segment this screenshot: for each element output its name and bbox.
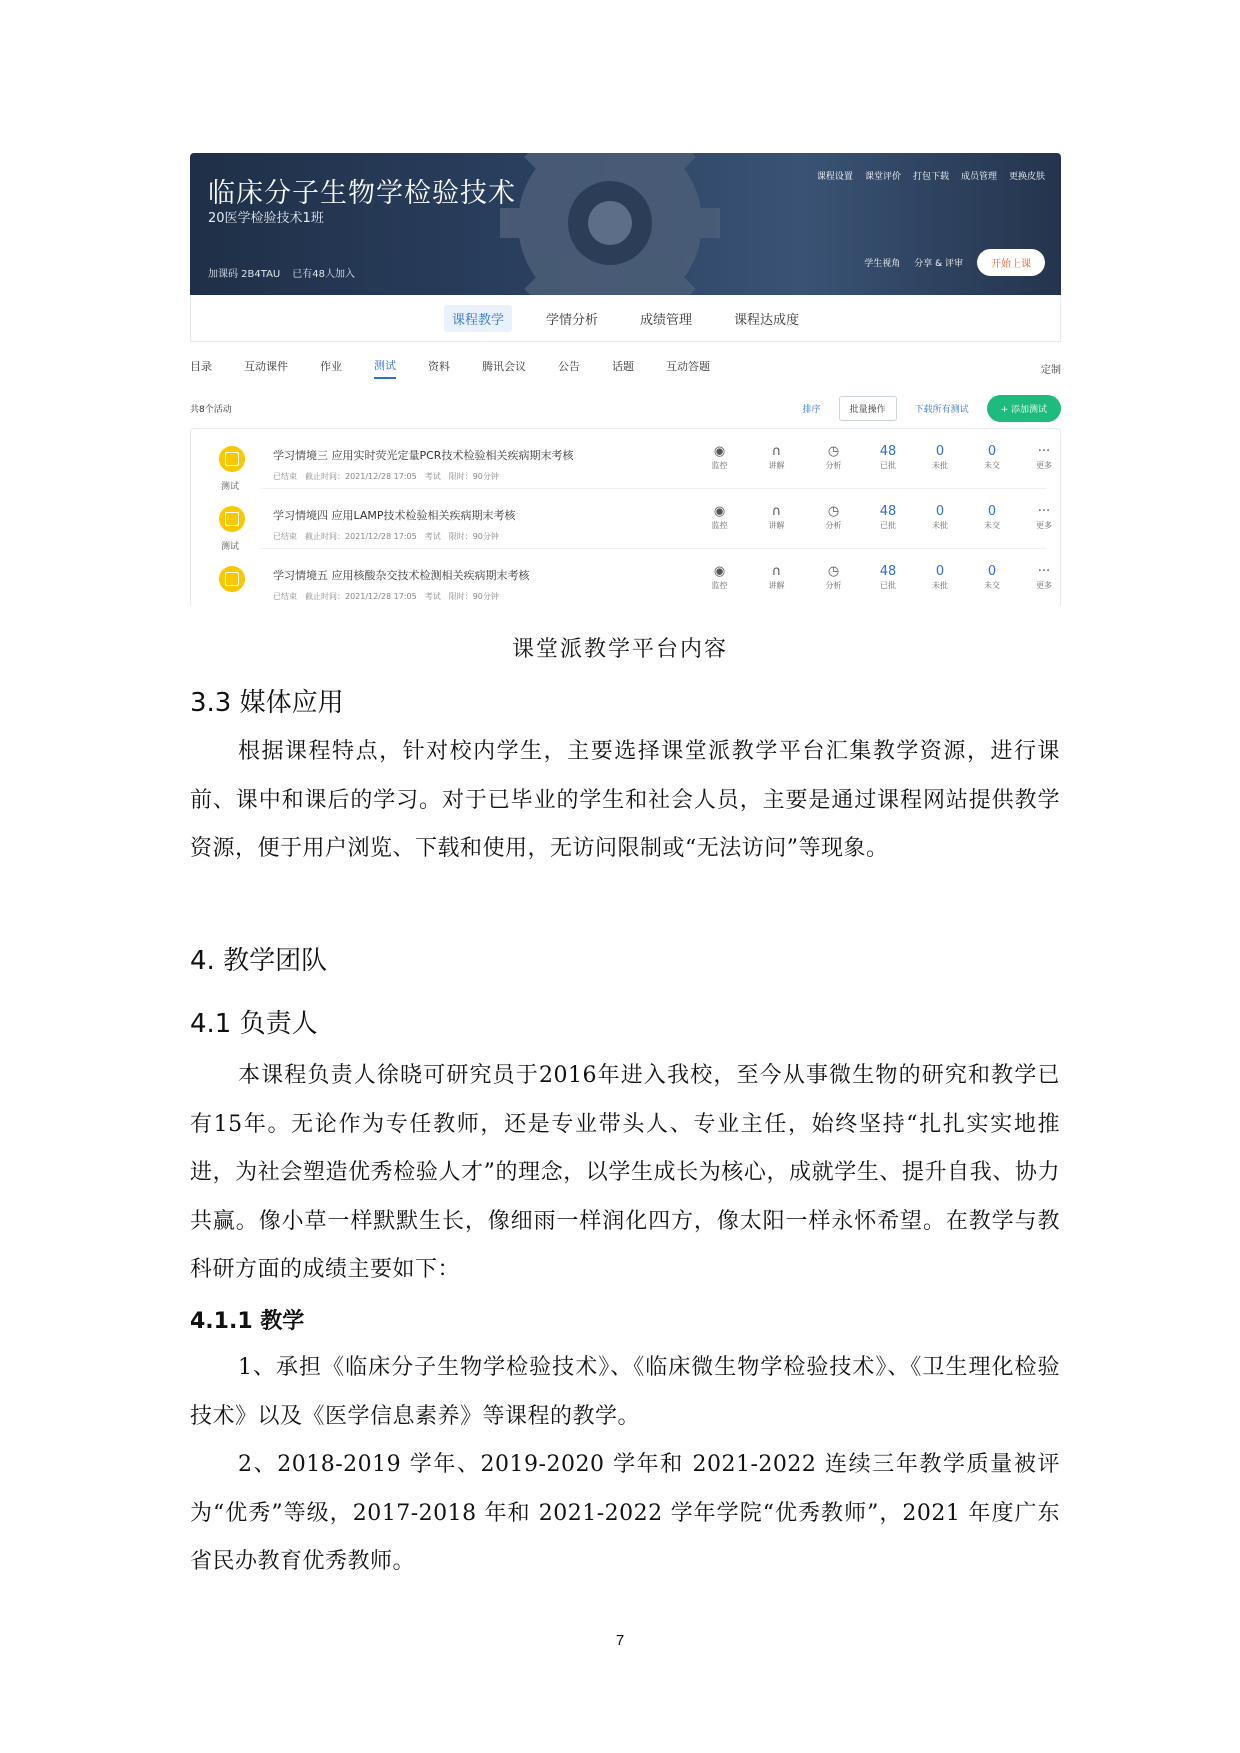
clock-icon: ◷ <box>827 504 840 519</box>
subtab-materials[interactable]: 资料 <box>428 360 450 373</box>
more-button[interactable]: ··· 更多 <box>1036 504 1052 530</box>
page-number: 7 <box>615 1632 625 1649</box>
status-text: 已结束 <box>273 472 297 481</box>
more-button[interactable]: ··· 更多 <box>1036 564 1052 590</box>
subtab-catalog[interactable]: 目录 <box>190 360 212 373</box>
explain-button[interactable]: ∩ 讲解 <box>748 564 805 591</box>
test-icon <box>219 506 245 532</box>
subtab-test[interactable]: 测试 <box>374 357 396 379</box>
approved-count[interactable]: 48 已批 <box>879 504 897 530</box>
eye-icon: ◉ <box>713 444 726 459</box>
clock-icon: ◷ <box>827 444 840 459</box>
eye-icon: ◉ <box>713 504 726 519</box>
mode-text: 考试 <box>424 532 441 541</box>
share-review-button[interactable]: 分享 & 评审 <box>914 259 963 269</box>
start-class-button[interactable]: 开始上课 <box>977 249 1045 276</box>
banner-actions <box>864 249 1045 276</box>
tab-grade-management[interactable]: 成绩管理 <box>640 312 693 328</box>
join-code: 加课码 2B4TAU <box>208 269 281 280</box>
course-settings-button[interactable]: 课程设置 <box>816 172 853 182</box>
batch-operation-button[interactable]: 批量操作 <box>839 396 897 421</box>
status-text: 已结束 <box>273 592 297 601</box>
subtab-notice[interactable]: 公告 <box>558 360 580 373</box>
heading-3-3: 3.3 媒体应用 <box>190 688 344 718</box>
download-all-tests-button[interactable]: 下载所有测试 <box>914 404 969 415</box>
change-skin-button[interactable]: 更换皮肤 <box>1008 172 1045 182</box>
mode-text: 考试 <box>424 592 441 601</box>
activity-meta <box>273 531 499 542</box>
subtab-homework[interactable]: 作业 <box>320 360 342 373</box>
tab-course-teaching[interactable]: 课程教学 <box>444 305 512 332</box>
class-evaluation-button[interactable]: 课堂评价 <box>864 172 901 182</box>
tab-learning-analysis[interactable]: 学情分析 <box>545 312 598 328</box>
limit-text: 限时：90分钟 <box>448 472 499 481</box>
headphones-icon: ∩ <box>771 564 782 579</box>
unapproved-count[interactable]: 0 未批 <box>932 444 948 470</box>
paragraph-courses: 1、承担《临床分子生物学检验技术》、《临床微生物学检验技术》、《卫生理化检验技术》以及《医学信息素养》等课程的教学。 <box>190 1355 1060 1429</box>
banner-toolbar <box>817 169 1045 182</box>
activity-toolbar <box>190 393 1061 423</box>
deadline-text: 截止时间：2021/12/28 17:05 <box>305 592 417 601</box>
activity-type: 测试 <box>221 542 240 552</box>
subtab-quiz[interactable]: 互动答题 <box>666 360 710 373</box>
activity-meta <box>273 591 499 602</box>
deadline-text: 截止时间：2021/12/28 17:05 <box>305 472 417 481</box>
join-code-info <box>208 265 355 280</box>
test-icon <box>219 446 245 472</box>
monitor-button[interactable]: ◉ 监控 <box>691 444 748 471</box>
sort-button[interactable]: 排序 <box>802 404 821 415</box>
activity-count: 共8个活动 <box>190 404 232 415</box>
tab-course-achievement[interactable]: 课程达成度 <box>734 312 800 328</box>
class-name: 20医学检验技术1班 <box>208 211 324 226</box>
list-item[interactable] <box>191 549 1060 606</box>
subtab-topic[interactable]: 话题 <box>612 360 634 373</box>
status-text: 已结束 <box>273 532 297 541</box>
activity-ops <box>691 504 1061 531</box>
approved-count[interactable]: 48 已批 <box>879 444 897 470</box>
activity-meta <box>273 471 499 482</box>
paragraph-media: 根据课程特点，针对校内学生，主要选择课堂派教学平台汇集教学资源，进行课前、课中和课后的学习。对于已毕业的学生和社会人员，主要是通过课程网站提供教学资源，便于用户浏览、下载和使用，无访问限制或“无法访问”等现象。 <box>190 739 1060 861</box>
monitor-button[interactable]: ◉ 监控 <box>691 564 748 591</box>
subtab-tencent-meeting[interactable]: 腾讯会议 <box>482 360 526 373</box>
course-banner <box>190 153 1061 295</box>
paragraph-leader: 本课程负责人徐晓可研究员于2016年进入我校，至今从事微生物的研究和教学已有15年。无论作为专任教师，还是专业带头人、专业主任，始终坚持“扎扎实实地推进，为社会塑造优秀检验人才”的理念，以学生成长为核心，成就学生、提升自我、协力共赢。像小草一样默默生长，像细雨一样润化四方，像太阳一样永怀希望。在教学与教科研方面的成绩主要如下： <box>190 1063 1060 1282</box>
platform-screenshot <box>190 153 1061 605</box>
explain-button[interactable]: ∩ 讲解 <box>748 444 805 471</box>
deadline-text: 截止时间：2021/12/28 17:05 <box>305 532 417 541</box>
heading-4-1-1: 4.1.1 教学 <box>190 1309 305 1334</box>
limit-text: 限时：90分钟 <box>448 532 499 541</box>
unapproved-count[interactable]: 0 未批 <box>932 504 948 530</box>
activity-title[interactable]: 学习情境五 应用核酸杂交技术检测相关疾病期末考核 <box>273 569 530 582</box>
monitor-button[interactable]: ◉ 监控 <box>691 504 748 531</box>
paragraph-awards: 2、2018-2019 学年、2019-2020 学年和 2021-2022 连续三年教学质量被评为“优秀”等级，2017-2018 年和 2021-2022 学年学院“优秀教师”，2021 年度广东省民办教育优秀教师。 <box>190 1452 1060 1574</box>
activity-title[interactable]: 学习情境三 应用实时荧光定量PCR技术检验相关疾病期末考核 <box>273 449 574 462</box>
unsubmitted-count[interactable]: 0 未交 <box>984 564 1000 590</box>
activity-ops <box>691 564 1061 591</box>
headphones-icon: ∩ <box>771 444 782 459</box>
headphones-icon: ∩ <box>771 504 782 519</box>
course-title: 临床分子生物学检验技术 <box>208 178 516 209</box>
unsubmitted-count[interactable]: 0 未交 <box>984 504 1000 530</box>
unapproved-count[interactable]: 0 未批 <box>932 564 948 590</box>
heading-4: 4. 教学团队 <box>190 946 328 976</box>
analyze-button[interactable]: ◷ 分析 <box>805 444 862 471</box>
approved-count[interactable]: 48 已批 <box>879 564 897 590</box>
activity-type: 测试 <box>221 482 240 492</box>
subtab-courseware[interactable]: 互动课件 <box>244 360 288 373</box>
customize-button[interactable]: 定制 <box>1041 364 1061 376</box>
analyze-button[interactable]: ◷ 分析 <box>805 564 862 591</box>
pack-download-button[interactable]: 打包下载 <box>912 172 949 182</box>
activity-list <box>190 428 1061 606</box>
explain-button[interactable]: ∩ 讲解 <box>748 504 805 531</box>
heading-4-1: 4.1 负责人 <box>190 1009 318 1039</box>
list-item[interactable] <box>191 489 1060 552</box>
analyze-button[interactable]: ◷ 分析 <box>805 504 862 531</box>
eye-icon: ◉ <box>713 564 726 579</box>
add-test-button[interactable]: + 添加测试 <box>987 395 1061 422</box>
student-view-button[interactable]: 学生视角 <box>864 259 901 269</box>
limit-text: 限时：90分钟 <box>448 592 499 601</box>
figure-caption: 课堂派教学平台内容 <box>511 637 728 662</box>
list-item[interactable] <box>191 429 1060 492</box>
sub-tabs <box>190 353 1061 383</box>
test-icon <box>219 566 245 592</box>
main-tabs <box>190 295 1061 342</box>
mode-text: 考试 <box>424 472 441 481</box>
member-management-button[interactable]: 成员管理 <box>960 172 997 182</box>
clock-icon: ◷ <box>827 564 840 579</box>
joined-count: 已有48人加入 <box>292 269 355 280</box>
activity-ops <box>691 444 1061 471</box>
more-button[interactable]: ··· 更多 <box>1036 444 1052 470</box>
unsubmitted-count[interactable]: 0 未交 <box>984 444 1000 470</box>
activity-title[interactable]: 学习情境四 应用LAMP技术检验相关疾病期末考核 <box>273 509 516 522</box>
